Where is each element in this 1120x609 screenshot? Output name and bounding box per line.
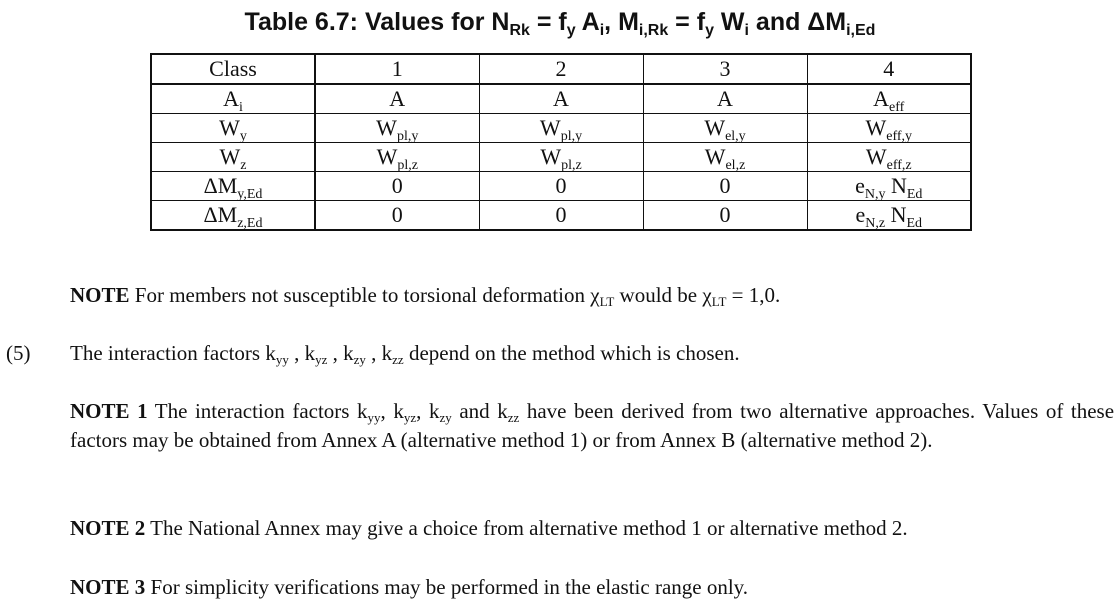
header-cell-class-1: 1 xyxy=(315,54,479,84)
row-label: $A_i$ xyxy=(151,84,315,114)
header-cell-class-3: 3 xyxy=(643,54,807,84)
table-cell: $e_{N,y}$ $N_{Ed}$ xyxy=(807,172,971,201)
header-cell-class-2: 2 xyxy=(479,54,643,84)
table-cell: 0 xyxy=(315,201,479,231)
table-cell: $A_{eff}$ xyxy=(807,84,971,114)
header-cell-class: Class xyxy=(151,54,315,84)
clause-5-text: The interaction factors $k_{yy}$ , $k_{yz}$ , $k_{zy}$ , $k_{zz}$ depend on the method which is chosen. xyxy=(70,341,740,367)
header-cell-class-4: 4 xyxy=(807,54,971,84)
clause-number: (5) xyxy=(6,341,31,365)
table-cell: $e_{N,z}$ $N_{Ed}$ xyxy=(807,201,971,231)
table-cell: $W_{pl,z}$ xyxy=(315,143,479,172)
note-3-label: NOTE 3 xyxy=(70,575,146,599)
table-cell: A xyxy=(315,84,479,114)
table-cell: 0 xyxy=(479,172,643,201)
table-row-delta-my xyxy=(151,172,971,201)
table-row-wy xyxy=(151,114,971,143)
table-title: Table 6.7: Values for $N_{Rk} = f_y$ $A_i$, $M_{i,Rk} = f_y$ $W_i$ and $\Delta M_{i,Ed}$ xyxy=(244,8,876,39)
table-cell: $W_{pl,y}$ xyxy=(315,114,479,143)
table-cell: $W_{pl,y}$ xyxy=(479,114,643,143)
note-1: NOTE 1 The interaction factors $k_{yy}$, $k_{yz}$, $k_{zy}$ and $k_{zz}$ have been derived from two alternative approaches. Values of these factors may be obtained from Annex A (alternative method 1) or from Annex B (alternative method 2). xyxy=(70,399,1115,452)
note-3: NOTE 3 For simplicity verifications may be performed in the elastic range only. xyxy=(70,575,749,599)
table-cell: $W_{el,z}$ xyxy=(643,143,807,172)
table-cell: 0 xyxy=(643,172,807,201)
table-header-row xyxy=(151,54,971,84)
table-cell: $W_{el,y}$ xyxy=(643,114,807,143)
table-cell: $W_{pl,z}$ xyxy=(479,143,643,172)
row-label: $\Delta M_{y,Ed}$ xyxy=(151,172,315,201)
values-table xyxy=(150,53,972,231)
row-label: $W_z$ xyxy=(151,143,315,172)
table-row-area xyxy=(151,84,971,114)
table-row-wz xyxy=(151,143,971,172)
note-chi-lt: NOTE For members not susceptible to torsional deformation $\chi_{LT}$ would be $\chi_{LT} = 1,0$. xyxy=(70,283,781,309)
table-cell: 0 xyxy=(315,172,479,201)
table-cell: 0 xyxy=(479,201,643,231)
table-row-delta-mz xyxy=(151,201,971,231)
row-label: $W_y$ xyxy=(151,114,315,143)
note-2: NOTE 2 The National Annex may give a choice from alternative method 1 or alternative method 2. xyxy=(70,516,908,540)
table-cell: $W_{eff,z}$ xyxy=(807,143,971,172)
table-cell: 0 xyxy=(643,201,807,231)
note-2-label: NOTE 2 xyxy=(70,516,146,540)
table-cell: A xyxy=(479,84,643,114)
note-1-label: NOTE 1 xyxy=(70,399,148,423)
note-label: NOTE xyxy=(70,283,130,307)
table-cell: $W_{eff,y}$ xyxy=(807,114,971,143)
row-label: $\Delta M_{z,Ed}$ xyxy=(151,201,315,231)
table-cell: A xyxy=(643,84,807,114)
